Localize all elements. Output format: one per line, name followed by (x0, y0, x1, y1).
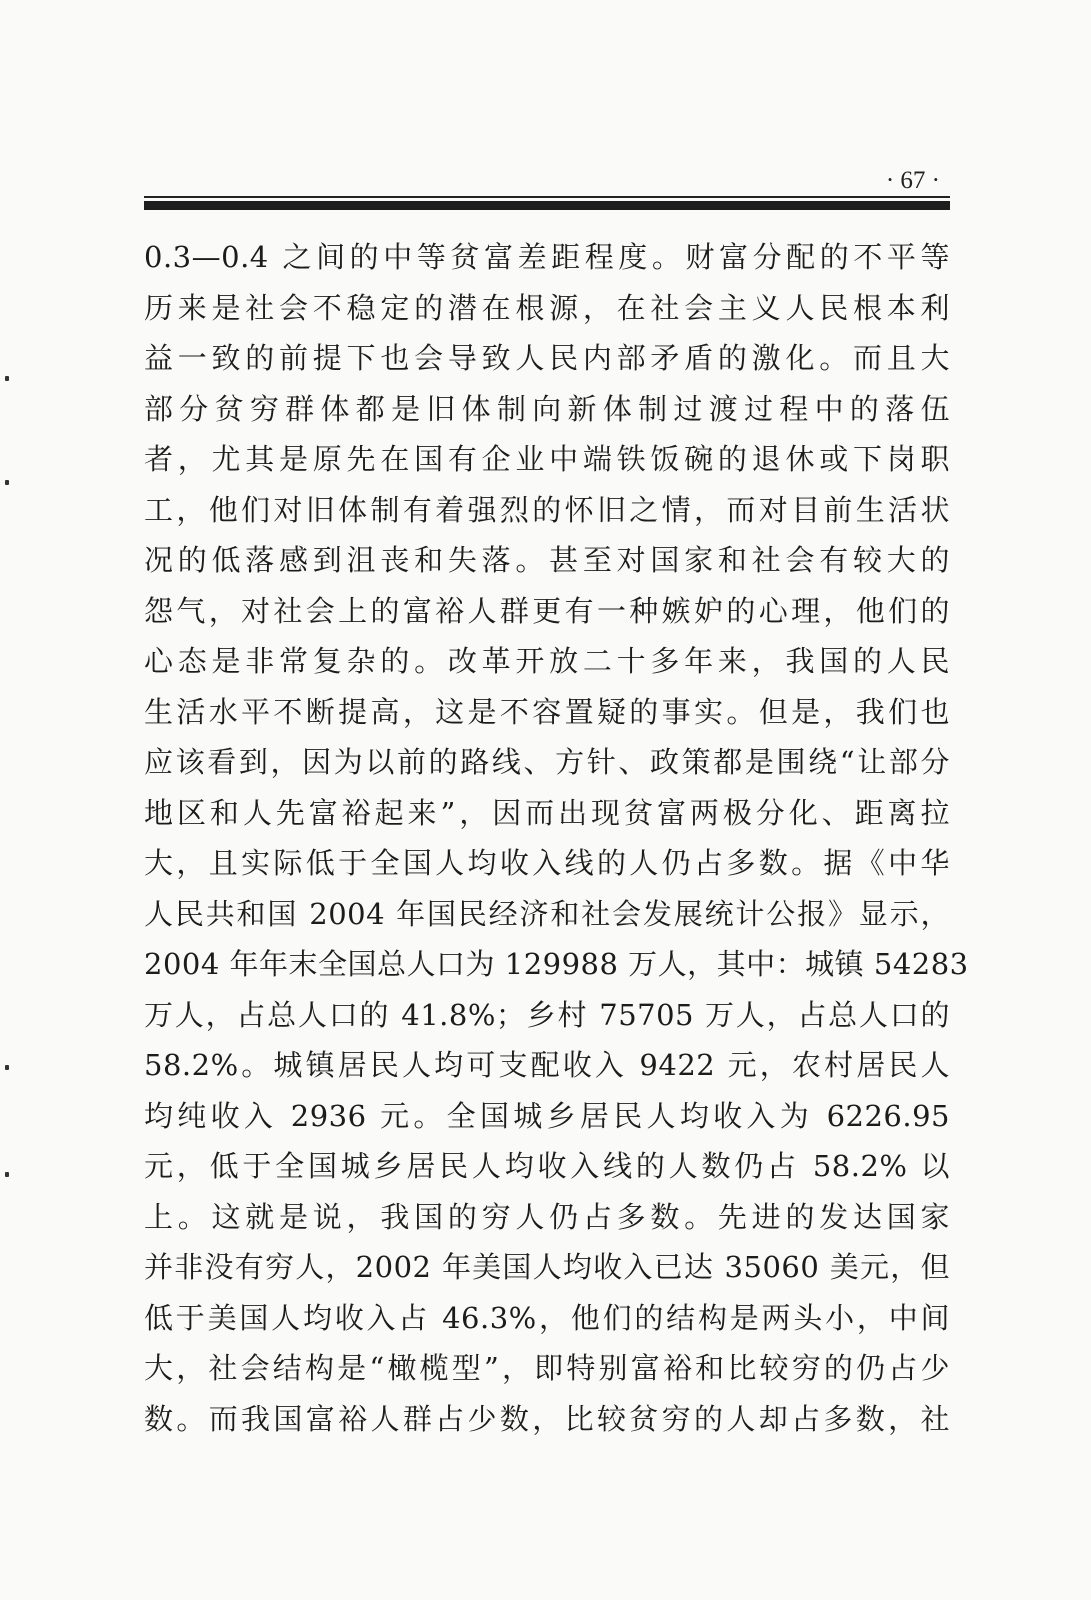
text-line: 况的低落感到沮丧和失落。甚至对国家和社会有较大的 (144, 543, 950, 577)
scan-speck (5, 1065, 9, 1070)
text-line: 58.2%。城镇居民人均可支配收入 9422 元，农村居民人 (144, 1048, 950, 1082)
text-line: 怨气，对社会上的富裕人群更有一种嫉妒的心理，他们的 (144, 593, 950, 628)
scan-speck (5, 1172, 9, 1177)
text-line: 历来是社会不稳定的潜在根源，在社会主义人民根本利 (144, 290, 950, 325)
text-line: 心态是非常复杂的。改革开放二十多年来，我国的人民 (144, 644, 950, 678)
text-line: 数。而我国富裕人群占少数，比较贫穷的人却占多数，社 (144, 1401, 950, 1436)
text-line: 大，且实际低于全国人均收入线的人仍占多数。据《中华 (144, 846, 950, 880)
text-line: 万人，占总人口的 41.8%；乡村 75705 万人，占总人口的 (144, 997, 950, 1032)
text-line: 应该看到，因为以前的路线、方针、政策都是围绕“让部分 (144, 745, 950, 779)
scan-speck (5, 480, 9, 485)
text-line: 人民共和国 2004 年国民经济和社会发展统计公报》显示， (144, 896, 950, 931)
text-line: 并非没有穷人，2002 年美国人均收入已达 35060 美元，但 (144, 1250, 950, 1284)
text-line: 低于美国人均收入占 46.3%，他们的结构是两头小，中间 (144, 1300, 950, 1335)
text-line: 部分贫穷群体都是旧体制向新体制过渡过程中的落伍 (144, 391, 950, 426)
header-rule-thin (144, 196, 950, 198)
scan-speck (5, 376, 9, 381)
text-line: 2004 年年末全国总人口为 129988 万人，其中：城镇 54283 (144, 947, 969, 981)
text-line: 地区和人先富裕起来”，因而出现贫富两极分化、距离拉 (144, 795, 950, 830)
header-rule-thick (144, 201, 950, 210)
text-line: 者，尤其是原先在国有企业中端铁饭碗的退休或下岗职 (144, 442, 950, 476)
page-number: · 67 · (885, 167, 940, 194)
body-text (144, 232, 969, 1444)
text-line: 上。这就是说，我国的穷人仍占多数。先进的发达国家 (144, 1199, 950, 1234)
text-line: 0.3—0.4 之间的中等贫富差距程度。财富分配的不平等 (144, 240, 950, 274)
text-line: 益一致的前提下也会导致人民内部矛盾的激化。而且大 (144, 341, 950, 375)
text-line: 元，低于全国城乡居民人均收入线的人数仍占 58.2% 以 (144, 1149, 950, 1183)
text-line: 生活水平不断提高，这是不容置疑的事实。但是，我们也 (144, 694, 950, 729)
text-line: 工，他们对旧体制有着强烈的怀旧之情，而对目前生活状 (144, 492, 950, 527)
text-line: 大，社会结构是“橄榄型”，即特别富裕和比较穷的仍占少 (144, 1351, 950, 1385)
text-line: 均纯收入 2936 元。全国城乡居民人均收入为 6226.95 (144, 1098, 950, 1133)
